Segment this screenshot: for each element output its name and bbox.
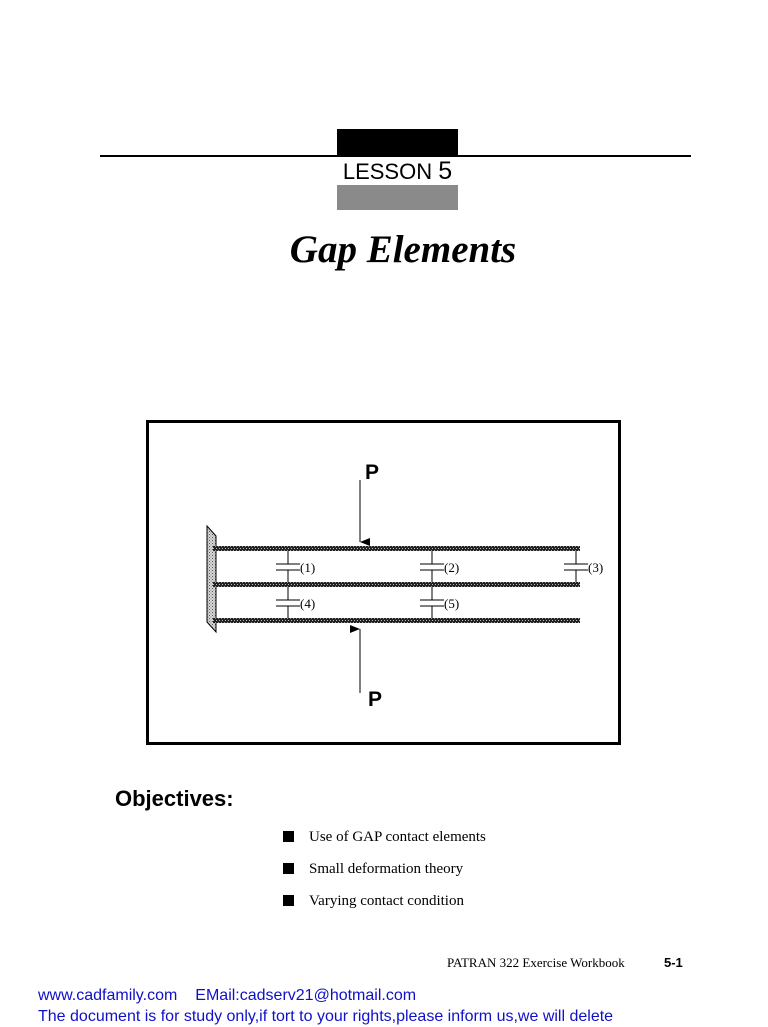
- watermark-contact: [38, 986, 416, 1006]
- lesson-black-bar: [337, 129, 458, 156]
- beam-top: [213, 546, 580, 551]
- footer-book-title: PATRAN 322 Exercise Workbook: [447, 955, 625, 970]
- lesson-label: [337, 157, 458, 185]
- objective-text: Varying contact condition: [309, 893, 464, 909]
- gap-label-2: (2): [444, 560, 460, 575]
- watermark-notice: The document is for study only,if tort to your rights,please inform us,we will delete: [38, 1008, 614, 1025]
- square-bullet-icon: [283, 831, 294, 842]
- load-label-bottom: P: [368, 688, 383, 711]
- beam-middle: [213, 582, 580, 587]
- gap-elements-figure: [146, 420, 621, 745]
- square-bullet-icon: [283, 895, 294, 906]
- load-label-top: P: [365, 461, 380, 484]
- gap-element-2: [420, 551, 444, 582]
- watermark-website-link[interactable]: www.cadfamily.com: [38, 987, 178, 1004]
- gap-label-1: (1): [300, 560, 316, 575]
- lesson-number: 5: [438, 157, 453, 185]
- square-bullet-icon: [283, 863, 294, 874]
- lesson-gray-bar: [337, 185, 458, 210]
- gap-element-1: [276, 551, 300, 582]
- gap-label-3: (3): [588, 560, 604, 575]
- objective-text: Small deformation theory: [309, 861, 464, 877]
- gap-label-4: (4): [300, 596, 316, 611]
- objective-text: Use of GAP contact elements: [309, 829, 486, 845]
- fixed-wall-support: [207, 526, 216, 632]
- page-title: Gap Elements: [289, 228, 517, 271]
- gap-label-5: (5): [444, 596, 460, 611]
- gap-element-3: [564, 551, 588, 582]
- gap-element-4: [276, 587, 300, 618]
- list-item: [283, 826, 486, 858]
- watermark-email[interactable]: EMail:cadserv21@hotmail.com: [195, 987, 417, 1004]
- objectives-heading: Objectives:: [115, 786, 234, 811]
- lesson-word: LESSON: [342, 159, 433, 184]
- beam-diagram: [149, 423, 618, 742]
- objectives-list: [283, 826, 486, 922]
- list-item: [283, 890, 486, 922]
- footer-page-number: 5-1: [664, 955, 683, 970]
- beam-bottom: [213, 618, 580, 623]
- gap-element-5: [420, 587, 444, 618]
- list-item: [283, 858, 486, 890]
